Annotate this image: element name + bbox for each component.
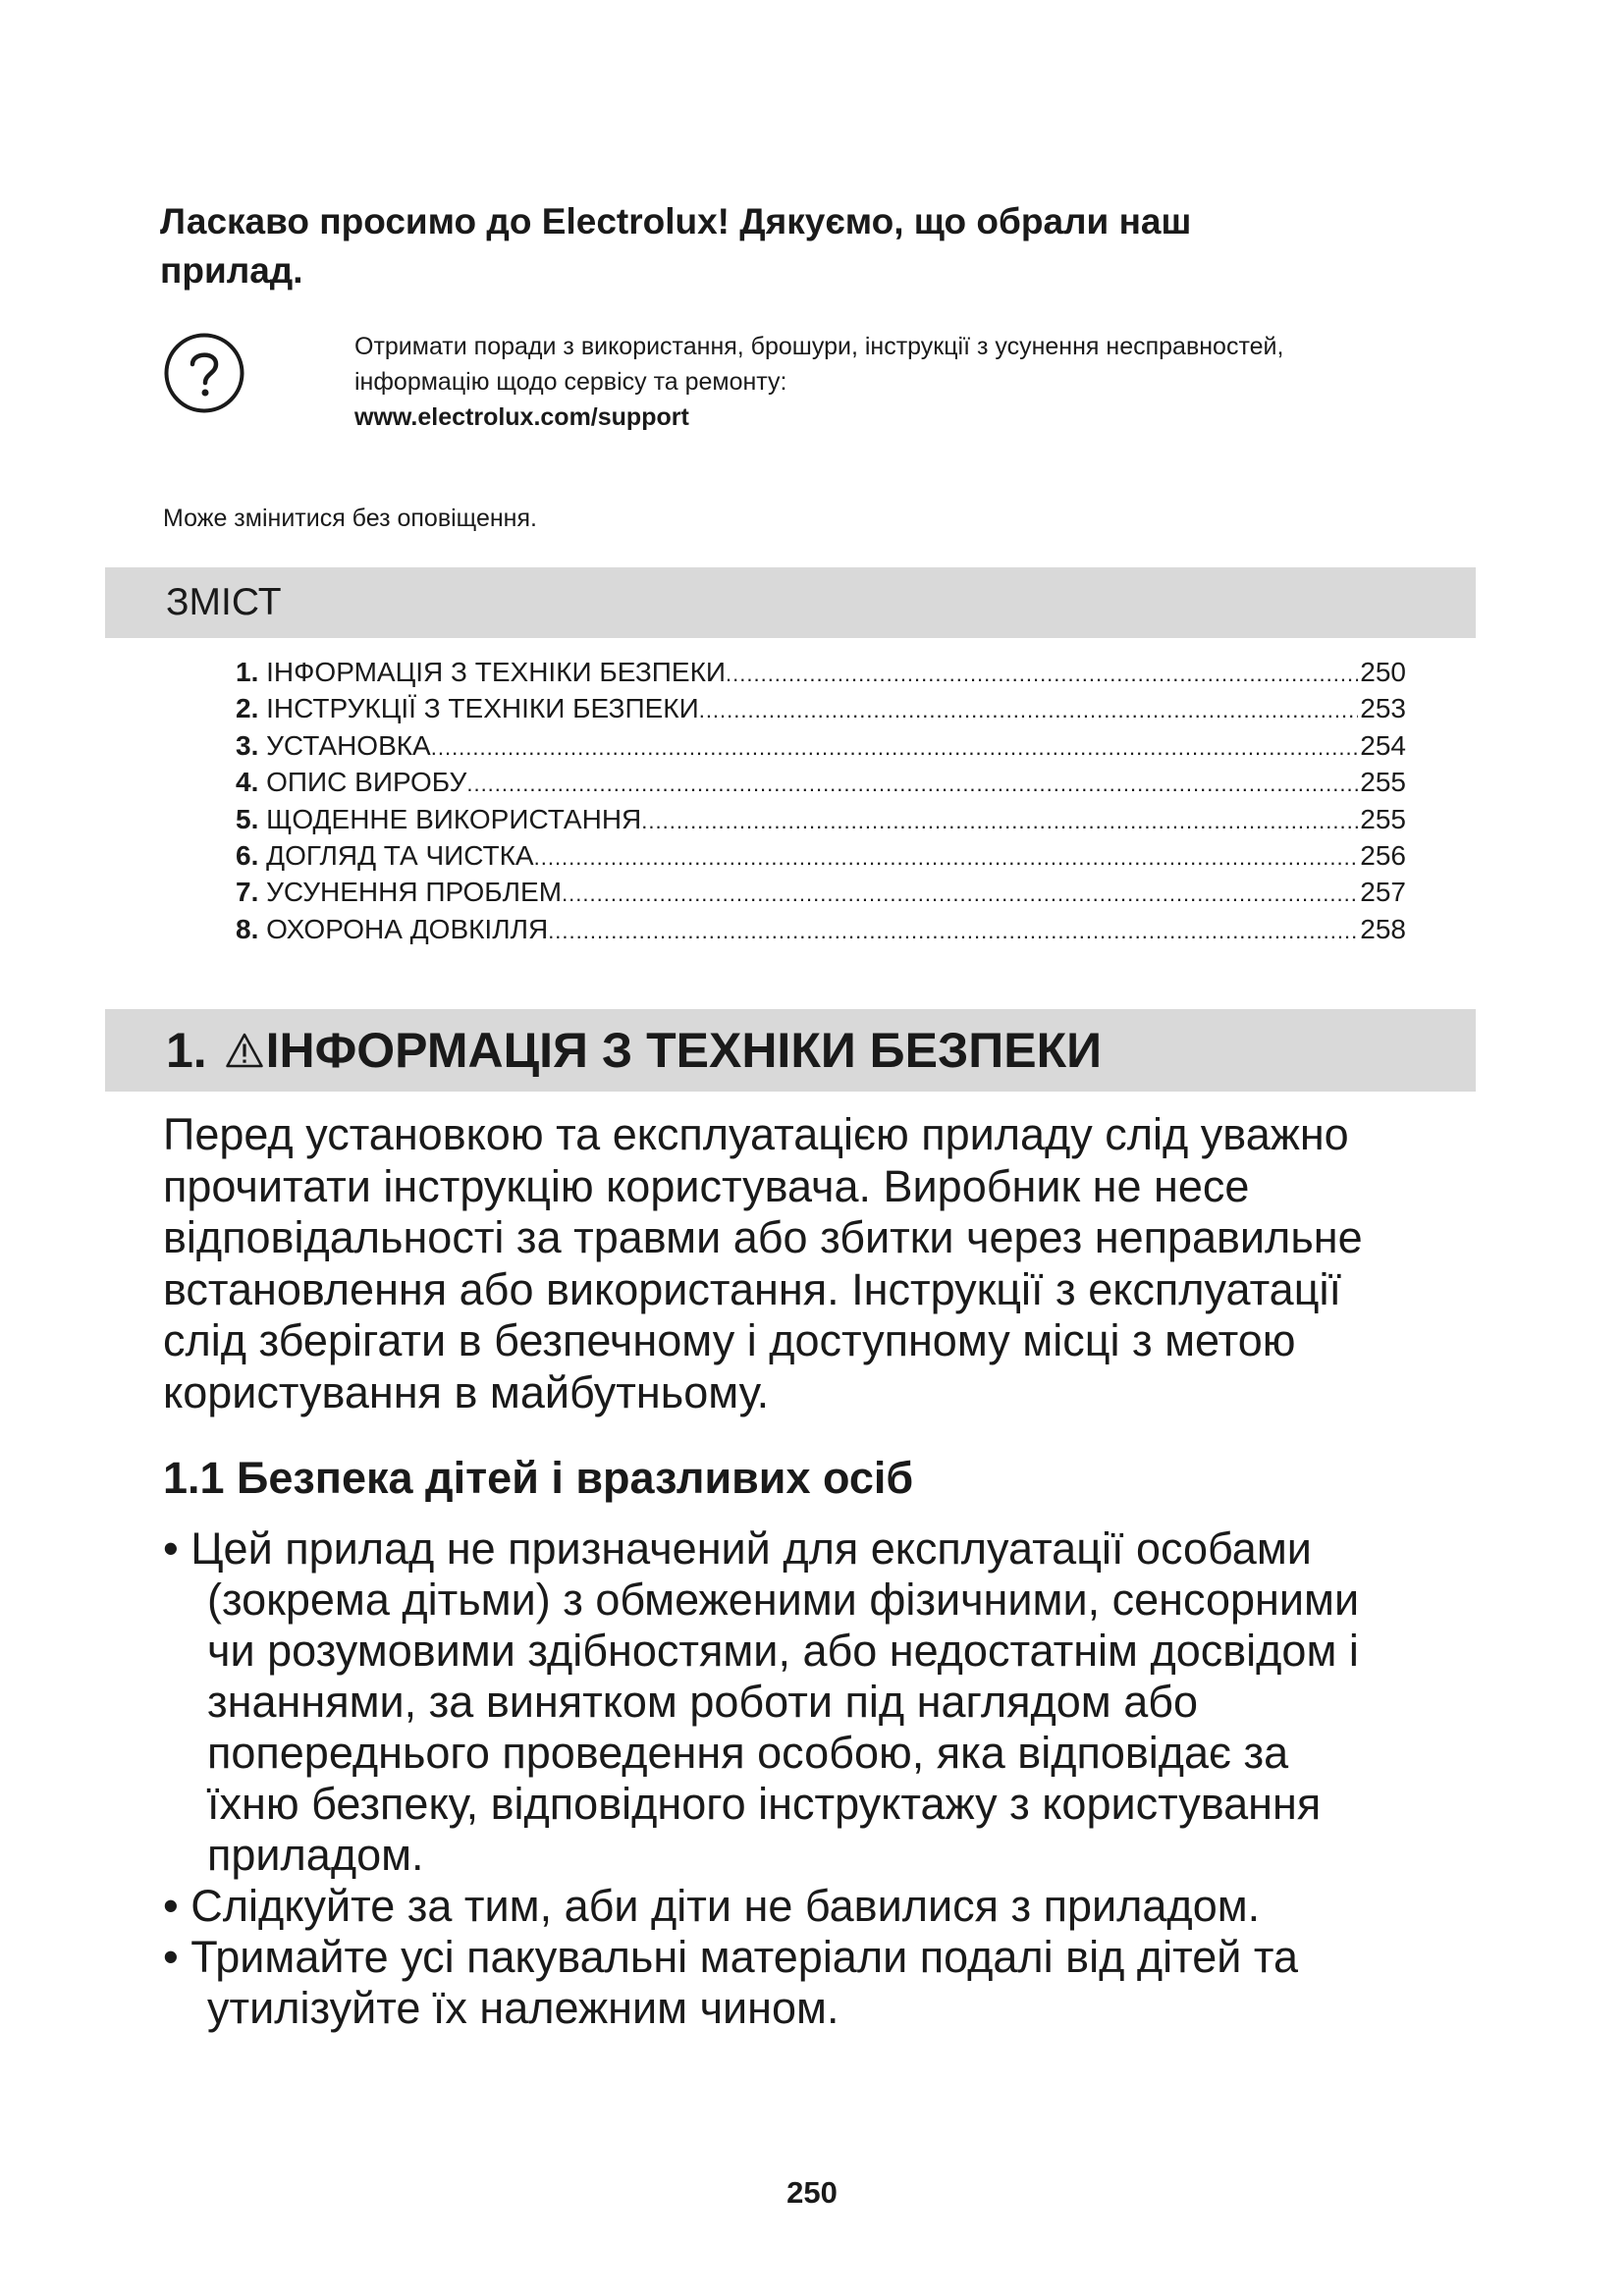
- toc-entry[interactable]: [236, 801, 1406, 837]
- toc-entry-number: 3.: [236, 729, 259, 761]
- list-item-line: (зокрема дітьми) з обмеженими фізичними, сенсорними: [207, 1575, 1360, 1625]
- intro-line: відповідальності за травми або збитки через неправильне: [163, 1212, 1363, 1262]
- toc-entry-title: ОПИС ВИРОБУ: [266, 767, 467, 798]
- toc-entry[interactable]: [236, 690, 1406, 726]
- toc-entry-page: 256: [1360, 839, 1406, 871]
- toc-dot-leader: [548, 913, 1358, 949]
- toc-dot-leader: [534, 839, 1359, 876]
- toc-dot-leader: [641, 803, 1358, 839]
- toc-entry-title: УСУНЕННЯ ПРОБЛЕМ: [266, 877, 563, 908]
- page-number: 250: [786, 2175, 838, 2210]
- toc-entry-page: 257: [1360, 877, 1406, 908]
- toc-entry-title: ОХОРОНА ДОВКІЛЛЯ: [266, 913, 549, 944]
- toc-entry-number: 7.: [236, 877, 259, 908]
- welcome-heading: [160, 197, 1338, 295]
- toc-entry-number: 5.: [236, 803, 259, 834]
- section-title-text: ІНФОРМАЦІЯ З ТЕХНІКИ БЕЗПЕКИ: [265, 1023, 1103, 1078]
- intro-line: слід зберігати в безпечному і доступному місці з метою: [163, 1315, 1296, 1365]
- toc-entry-number: 8.: [236, 913, 259, 944]
- toc-entry[interactable]: [236, 911, 1406, 947]
- toc-entry-number: 1.: [236, 657, 259, 687]
- list-item-line: приладом.: [207, 1830, 424, 1880]
- toc-title: ЗМІСТ: [166, 581, 282, 623]
- toc-entry-page: 254: [1360, 729, 1406, 761]
- list-item-line: попереднього проведення особою, яка відповідає за: [207, 1728, 1289, 1778]
- toc-entry[interactable]: [236, 837, 1406, 874]
- list-item-line: знаннями, за винятком роботи під наглядом або: [207, 1677, 1199, 1727]
- toc-entry-title: ІНФОРМАЦІЯ З ТЕХНІКИ БЕЗПЕКИ: [266, 657, 727, 687]
- table-of-contents: [236, 654, 1406, 947]
- toc-dot-leader: [699, 692, 1359, 728]
- toc-entry-title: ДОГЛЯД ТА ЧИСТКА: [266, 839, 534, 871]
- list-item-line: утилізуйте їх належним чином.: [207, 1983, 839, 2033]
- toc-dot-leader: [562, 876, 1358, 912]
- child-safety-list: [163, 1523, 1479, 2034]
- section-intro-paragraph: [163, 1109, 1479, 1418]
- toc-entry[interactable]: [236, 764, 1406, 800]
- support-info: [354, 329, 1484, 435]
- toc-header-bar: [105, 567, 1476, 638]
- toc-entry-page: 255: [1360, 803, 1406, 834]
- question-circle-icon: [163, 332, 245, 414]
- list-item-line: • Слідкуйте за тим, аби діти не бавилися з приладом.: [163, 1881, 1261, 1931]
- section-number: 1.: [166, 1023, 207, 1078]
- toc-entry-page: 250: [1360, 657, 1406, 687]
- section-header-bar: [105, 1009, 1476, 1092]
- welcome-line-2: прилад.: [160, 250, 303, 291]
- list-item: [163, 1523, 1479, 1881]
- subsection-title: 1.1 Безпека дітей і вразливих осіб: [163, 1453, 914, 1503]
- support-line-1: Отримати поради з використання, брошури, інструкції з усунення несправностей,: [354, 333, 1284, 360]
- toc-dot-leader: [431, 729, 1359, 766]
- toc-dot-leader: [466, 766, 1358, 802]
- toc-entry-page: 255: [1360, 767, 1406, 798]
- toc-dot-leader: [726, 656, 1358, 692]
- welcome-line-1: Ласкаво просимо до Electrolux! Дякуємо, що обрали наш: [160, 201, 1192, 241]
- toc-entry-title: УСТАНОВКА: [266, 729, 431, 761]
- intro-line: прочитати інструкцію користувача. Виробник не несе: [163, 1160, 1250, 1211]
- toc-entry-number: 6.: [236, 839, 259, 871]
- toc-entry-number: 4.: [236, 767, 259, 798]
- support-url-link[interactable]: www.electrolux.com/support: [354, 403, 689, 431]
- intro-line: Перед установкою та експлуатацією приладу слід уважно: [163, 1109, 1349, 1159]
- intro-line: користування в майбутньому.: [163, 1366, 770, 1417]
- section-title: [166, 1016, 1102, 1085]
- toc-entry[interactable]: [236, 654, 1406, 690]
- intro-line: встановлення або використання. Інструкції з експлуатації: [163, 1263, 1341, 1314]
- toc-entry-title: ІНСТРУКЦІЇ З ТЕХНІКИ БЕЗПЕКИ: [266, 693, 699, 724]
- warning-triangle-icon: [225, 1018, 264, 1055]
- toc-entry[interactable]: [236, 727, 1406, 764]
- support-line-2: інформацію щодо сервісу та ремонту:: [354, 368, 787, 396]
- toc-entry[interactable]: [236, 874, 1406, 910]
- toc-entry-page: 253: [1360, 693, 1406, 724]
- toc-entry-page: 258: [1360, 913, 1406, 944]
- list-item: [163, 1881, 1479, 1932]
- change-notice: Може змінитися без оповіщення.: [163, 505, 537, 532]
- list-item-line: їхню безпеку, відповідного інструктажу з користування: [207, 1779, 1322, 1829]
- toc-entry-number: 2.: [236, 693, 259, 724]
- toc-entry-title: ЩОДЕННЕ ВИКОРИСТАННЯ: [266, 803, 642, 834]
- list-item-line: чи розумовими здібностями, або недостатнім досвідом і: [207, 1626, 1359, 1676]
- list-item: [163, 1932, 1479, 2034]
- list-item-line: • Тримайте усі пакувальні матеріали подалі від дітей та: [163, 1932, 1299, 1982]
- list-item-line: • Цей прилад не призначений для експлуатації особами: [163, 1523, 1312, 1574]
